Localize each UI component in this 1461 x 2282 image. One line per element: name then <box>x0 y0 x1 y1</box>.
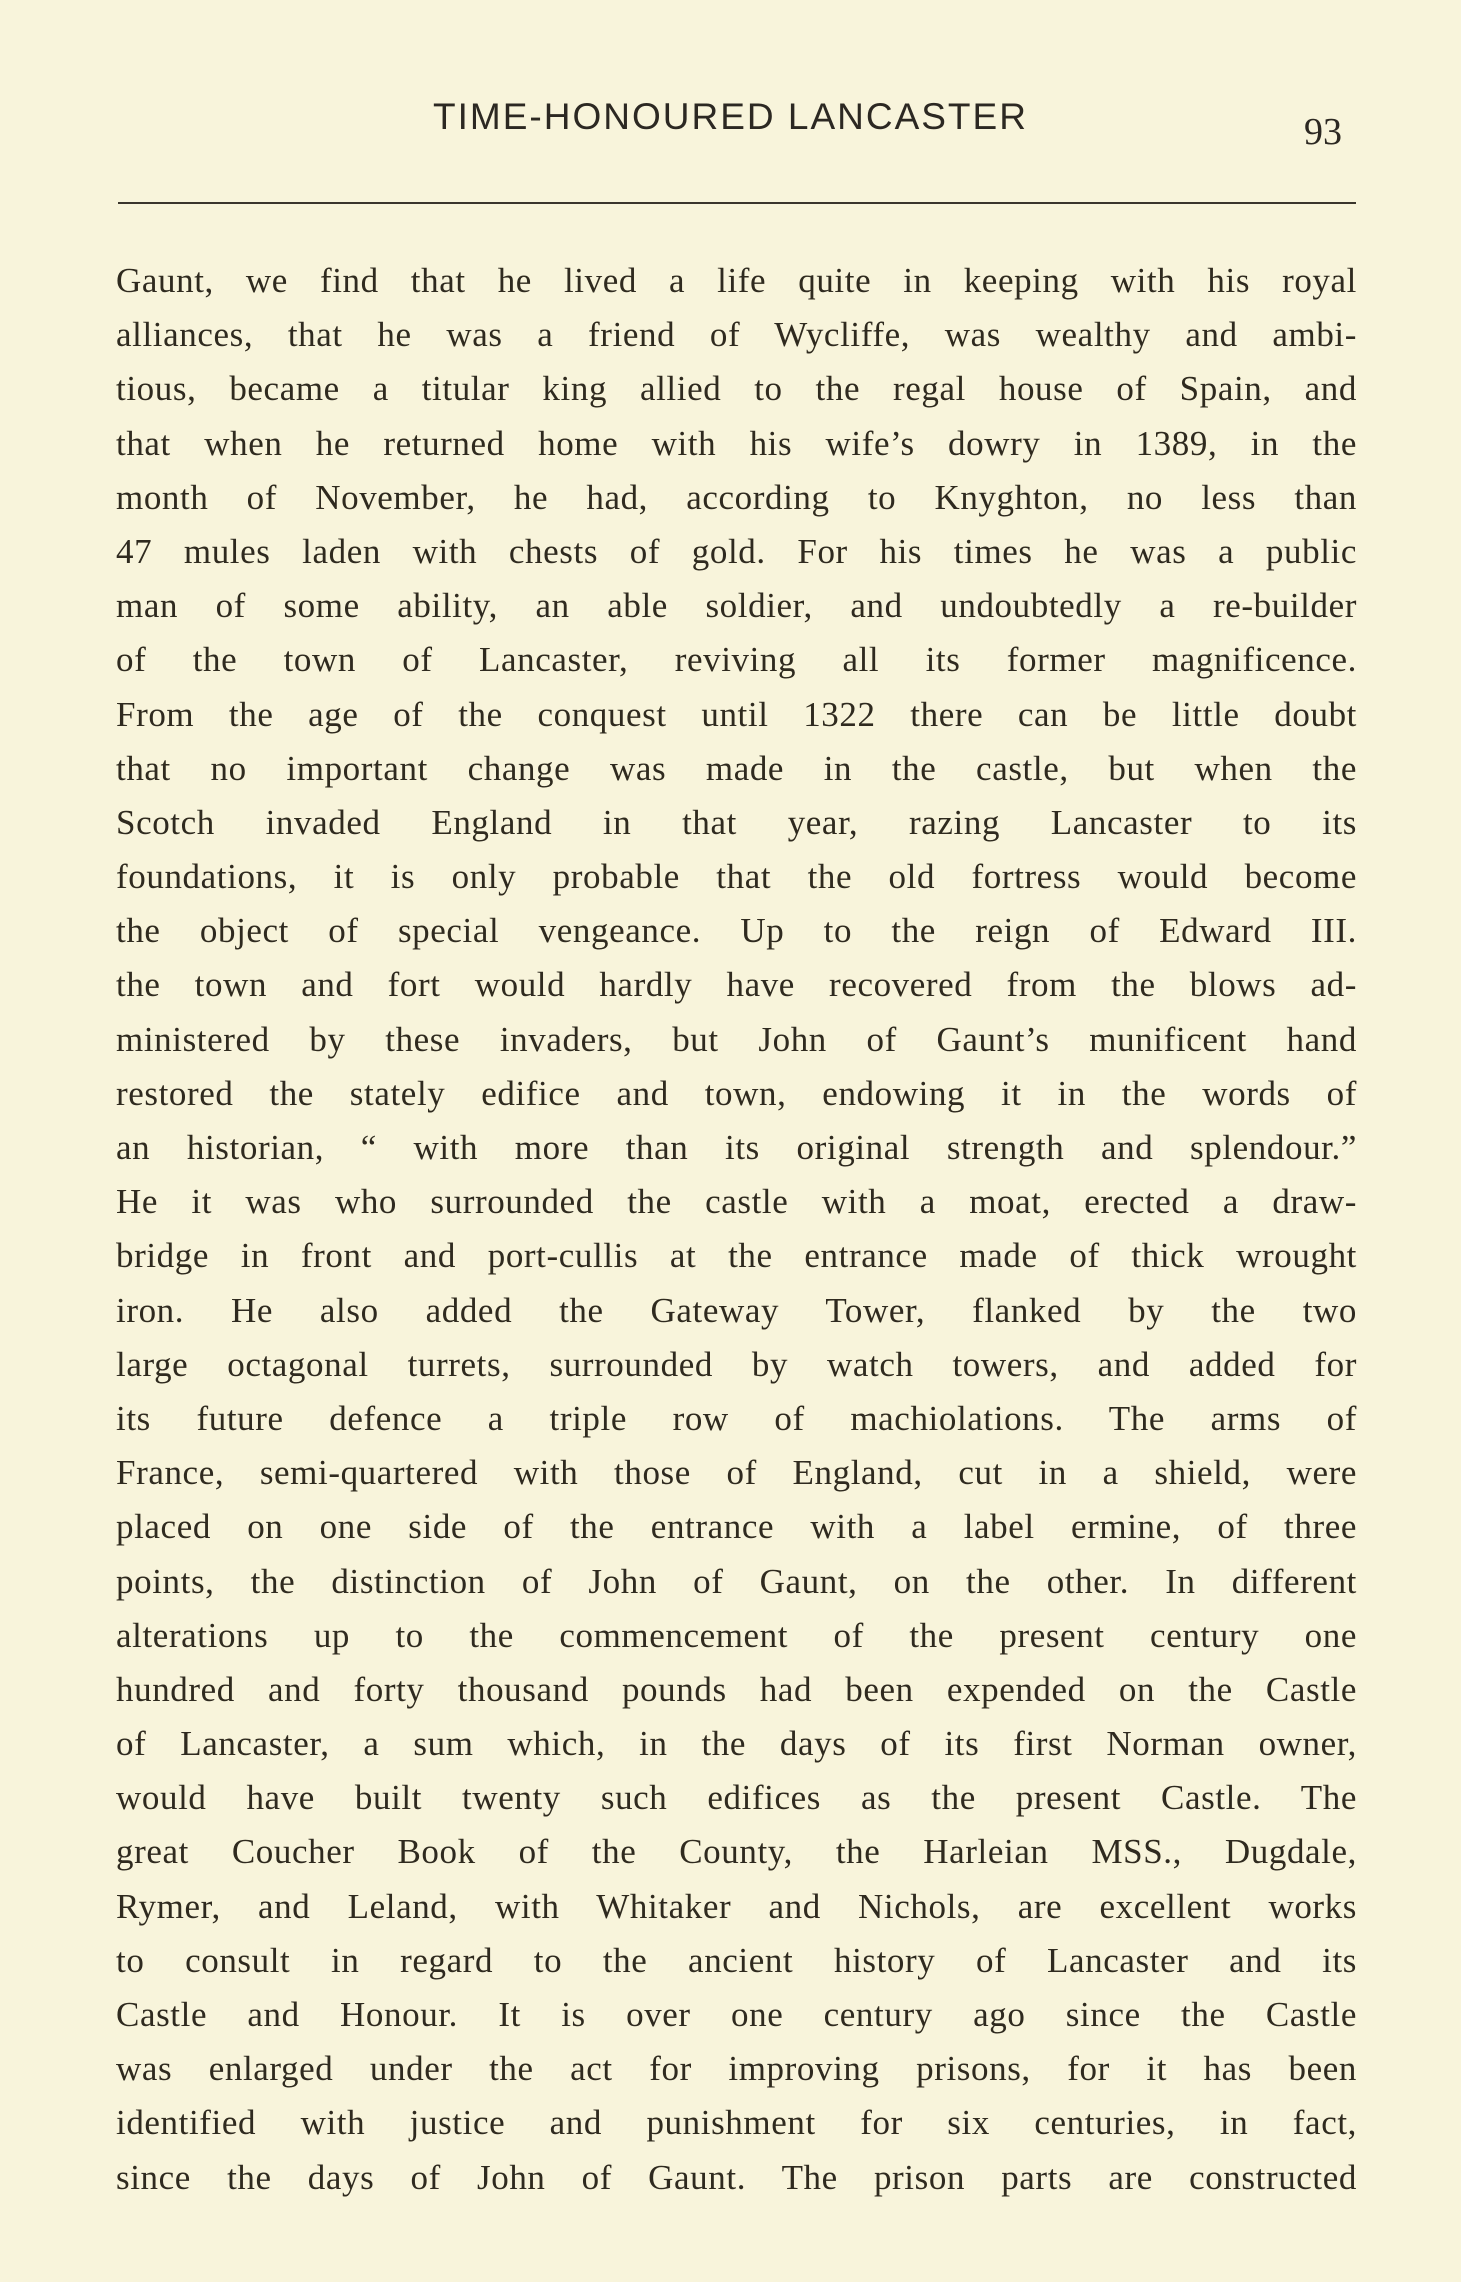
text-line: since the days of John of Gaunt. The prison parts are constructed <box>116 2157 1357 2197</box>
text-line: ministered by these invaders, but John of Gaunt’s munificent hand <box>116 1019 1357 1059</box>
text-line: Castle and Honour. It is over one century ago since the Castle <box>116 1995 1357 2034</box>
text-line: that no important change was made in the castle, but when the <box>116 748 1357 788</box>
text-line: great Coucher Book of the County, the Harleian MSS., Dugdale, <box>116 1832 1357 1872</box>
text-line: hundred and forty thousand pounds had been expended on the Castle <box>116 1669 1357 1709</box>
running-head <box>0 96 1461 156</box>
text-line: restored the stately edifice and town, endowing it in the words of <box>116 1073 1357 1113</box>
body-text <box>116 254 1357 2205</box>
text-line: foundations, it is only probable that the old fortress would become <box>116 857 1357 897</box>
text-line: 47 mules laden with chests of gold. For his times he was a public <box>116 531 1357 571</box>
text-line: month of November, he had, according to Knyghton, no less than <box>116 477 1357 517</box>
text-line: alterations up to the commencement of the present century one <box>116 1615 1357 1655</box>
text-line: would have built twenty such edifices as the present Castle. The <box>116 1778 1357 1818</box>
text-line: its future defence a triple row of machiolations. The arms of <box>116 1398 1357 1438</box>
text-line: iron. He also added the Gateway Tower, flanked by the two <box>116 1290 1357 1330</box>
text-line: From the age of the conquest until 1322 there can be little doubt <box>116 694 1357 734</box>
text-line: tious, became a titular king allied to the regal house of Spain, and <box>116 369 1357 409</box>
text-line: He it was who surrounded the castle with a moat, erected a draw- <box>116 1182 1357 1222</box>
running-title: TIME-HONOURED LANCASTER <box>433 96 1028 137</box>
text-line: the object of special vengeance. Up to the reign of Edward III. <box>116 911 1357 951</box>
text-line: the town and fort would hardly have recovered from the blows ad- <box>116 965 1357 1005</box>
text-line: placed on one side of the entrance with a label ermine, of three <box>116 1507 1357 1547</box>
text-line: Scotch invaded England in that year, razing Lancaster to its <box>116 802 1357 842</box>
text-line: that when he returned home with his wife’s dowry in 1389, in the <box>116 423 1357 463</box>
text-line: bridge in front and port-cullis at the entrance made of thick wrought <box>116 1236 1357 1276</box>
text-line: France, semi-quartered with those of England, cut in a shield, were <box>116 1453 1357 1493</box>
text-line: Gaunt, we find that he lived a life quite in keeping with his royal <box>116 261 1357 300</box>
text-line: identified with justice and punishment for six centuries, in fact, <box>116 2103 1357 2143</box>
page-number: 93 <box>1304 111 1342 153</box>
text-line: Rymer, and Leland, with Whitaker and Nichols, are excellent works <box>116 1886 1357 1926</box>
text-line: alliances, that he was a friend of Wycliffe, was wealthy and ambi- <box>116 315 1357 355</box>
text-line: an historian, “ with more than its original strength and splendour.” <box>116 1128 1357 1167</box>
text-line: points, the distinction of John of Gaunt, on the other. In different <box>116 1561 1357 1601</box>
text-line: large octagonal turrets, surrounded by watch towers, and added for <box>116 1344 1357 1384</box>
text-line: of Lancaster, a sum which, in the days of its first Norman owner, <box>116 1724 1357 1764</box>
text-line: was enlarged under the act for improving prisons, for it has been <box>116 2049 1357 2089</box>
text-line: to consult in regard to the ancient history of Lancaster and its <box>116 1940 1357 1980</box>
text-line: of the town of Lancaster, reviving all its former magnificence. <box>116 640 1357 680</box>
header-rule <box>118 202 1356 204</box>
text-line: man of some ability, an able soldier, and undoubtedly a re-builder <box>116 586 1357 626</box>
